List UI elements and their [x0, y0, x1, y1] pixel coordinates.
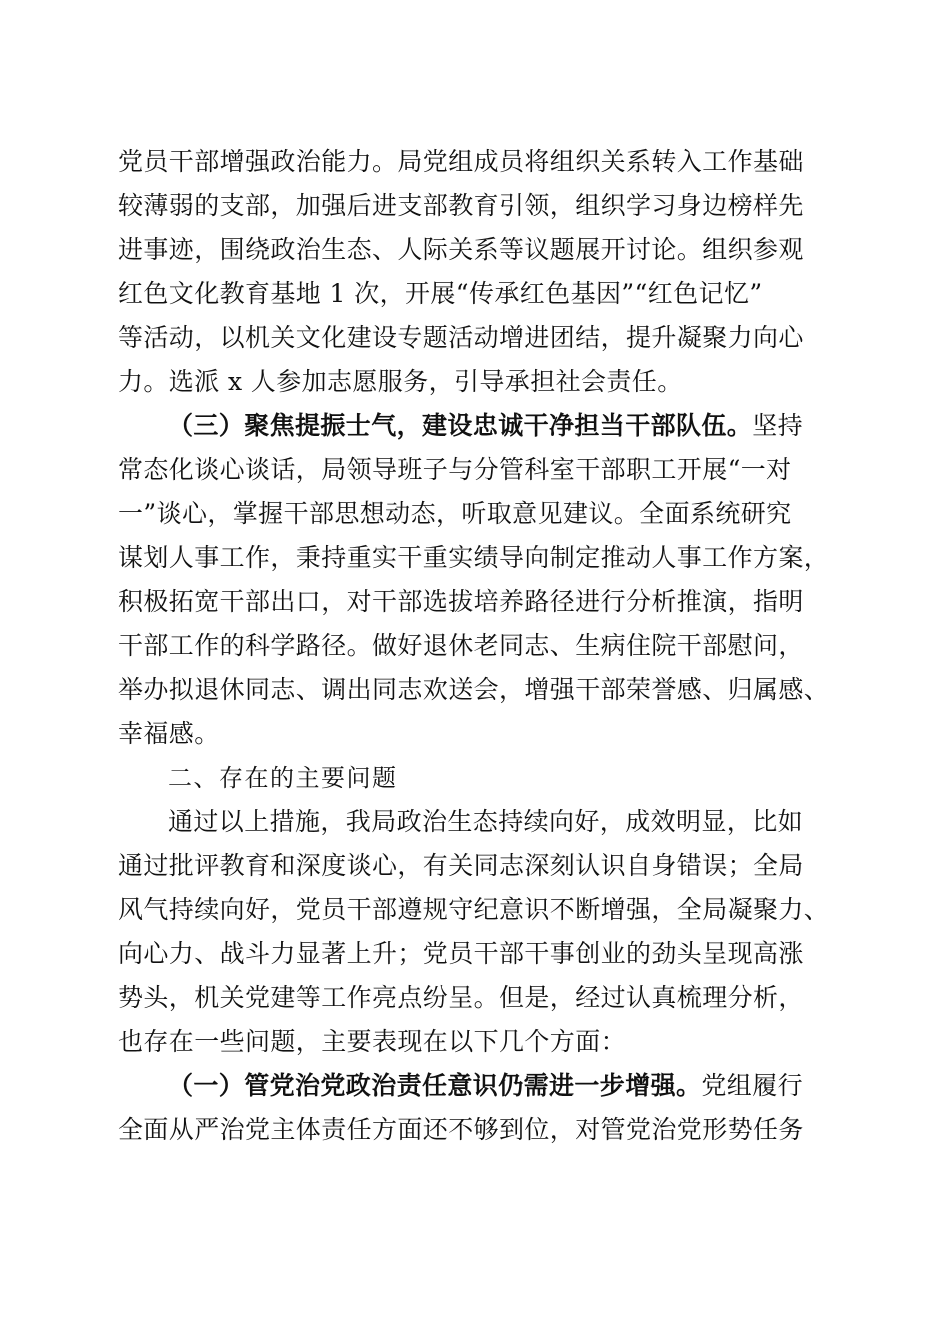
paragraph-line: 势头，机关党建等工作亮点纷呈。但是，经过认真梳理分析， — [118, 983, 804, 1012]
paragraph-line: 党员干部增强政治能力。局党组成员将组织关系转入工作基础 — [118, 147, 804, 176]
section-three-first-line — [168, 410, 803, 442]
paragraph-line: 积极拓宽干部出口，对干部选拔培养路径进行分析推演，指明 — [118, 587, 804, 616]
paragraph-line: 红色文化教育基地 1 次，开展“传承红色基因”“红色记忆” — [118, 279, 763, 308]
paragraph-line: 较薄弱的支部，加强后进支部教育引领，组织学习身边榜样先 — [118, 191, 804, 220]
section-three-title: （三）聚焦提振士气，建设忠诚干净担当干部队伍。 — [168, 411, 753, 440]
paragraph-line: 常态化谈心谈话，局领导班子与分管科室干部职工开展“一对 — [118, 455, 792, 484]
paragraph-line: 举办拟退休同志、调出同志欢送会，增强干部荣誉感、归属感、 — [118, 675, 830, 704]
problem-one-lead: 党组履行 — [701, 1071, 804, 1100]
paragraph-line: 向心力、战斗力显著上升；党员干部干事创业的劲头呈现高涨 — [118, 939, 804, 968]
paragraph-line: 风气持续向好，党员干部遵规守纪意识不断增强，全局凝聚力、 — [118, 895, 830, 924]
problem-one-title: （一）管党治党政治责任意识仍需进一步增强。 — [168, 1071, 702, 1100]
paragraph-line: 干部工作的科学路径。做好退休老同志、生病住院干部慰问， — [118, 631, 804, 660]
section-heading: 二、存在的主要问题 — [168, 764, 398, 792]
paragraph-line: 等活动，以机关文化建设专题活动增进团结，提升凝聚力向心 — [118, 323, 804, 352]
section-three-lead: 坚持 — [752, 411, 804, 440]
paragraph-line: 谋划人事工作，秉持重实干重实绩导向制定推动人事工作方案， — [118, 543, 830, 572]
paragraph-line: 全面从严治党主体责任方面还不够到位，对管党治党形势任务 — [118, 1115, 804, 1144]
paragraph-line: 通过以上措施，我局政治生态持续向好，成效明显，比如 — [168, 807, 804, 836]
paragraph-line: 一”谈心，掌握干部思想动态，听取意见建议。全面系统研究 — [118, 499, 792, 528]
paragraph-line: 力。选派 x 人参加志愿服务，引导承担社会责任。 — [118, 367, 683, 396]
problem-one-first-line — [168, 1070, 803, 1102]
paragraph-line: 通过批评教育和深度谈心，有关同志深刻认识自身错误；全局 — [118, 851, 804, 880]
paragraph-line: 幸福感。 — [118, 719, 220, 748]
paragraph-line: 也存在一些问题，主要表现在以下几个方面： — [118, 1027, 627, 1056]
paragraph-line: 进事迹，围绕政治生态、人际关系等议题展开讨论。组织参观 — [118, 235, 804, 264]
